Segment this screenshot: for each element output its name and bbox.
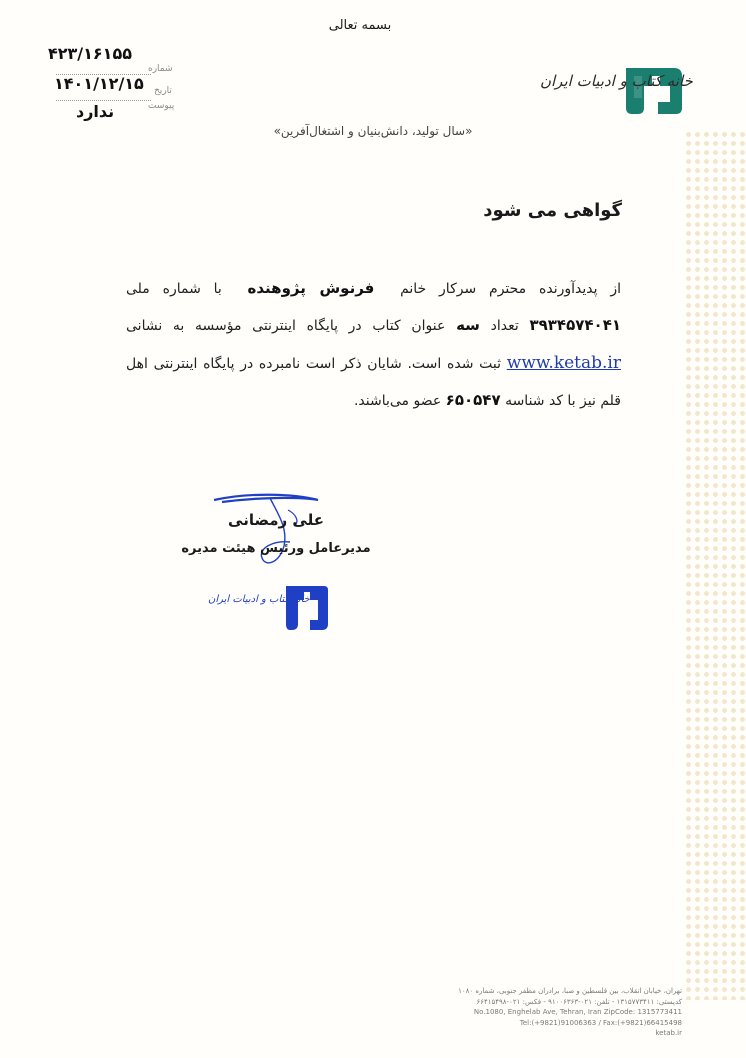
letter-body [126, 270, 621, 420]
attachment-value: ندارد [76, 102, 115, 121]
letter-heading: گواهی می شود [483, 200, 622, 221]
footer-address-en: No.1080, Enghelab Ave, Tehran, Iran ZipCode: 1315773411 [473, 1008, 682, 1016]
signer-name: علی رمضانی [228, 511, 324, 529]
letter-date-label: تاریخ [154, 86, 172, 96]
attachment-label: پیوست [148, 101, 175, 111]
website-link[interactable]: www.ketab.ir [506, 352, 621, 373]
body-part-6: عضو می‌باشند. [353, 393, 442, 410]
footer-site[interactable]: ketab.ir [655, 1029, 682, 1037]
body-part-4: عنوان کتاب در پایگاه اینترنتی مؤسسه به نشانی [126, 318, 446, 335]
footer-address-fa: تهران، خیابان انقلاب، بین فلسطین و صبا، برادران مظفر جنوبی، شماره ۱۰۸۰ [458, 987, 682, 995]
body-part-2: با شماره ملی [126, 281, 222, 297]
signature-scribble-icon [200, 488, 350, 580]
org-logo [538, 58, 693, 120]
year-motto: «سال تولید، دانش‌بنیان و اشتغال‌آفرین» [273, 124, 473, 138]
body-part-3: تعداد [490, 318, 519, 335]
letter-number: ۴۲۳/۱۶۱۵۵ [48, 44, 132, 63]
decorative-dot-pattern [684, 130, 746, 1000]
body-part-5: ثبت شده است. شایان ذکر است نامبرده در پایگاه اینترنتی اهل قلم نیز با کد شناسه [126, 355, 621, 410]
footer-phone-en: Tel:(+9821)91006363 / Fax:(+9821)66415498 [519, 1018, 682, 1027]
author-name: فرنوش پژوهنده [247, 279, 375, 297]
footer-contact [352, 986, 682, 1039]
letter-date: ۱۴۰۱/۱۲/۱۵ [54, 74, 144, 93]
org-name-calligraphy: خانه کتاب و ادبیات ایران [540, 72, 693, 90]
letter-number-label: شماره [148, 64, 173, 74]
footer-postal-fa: کدپستی: ۱۳۱۵۷۷۳۴۱۱ - تلفن: ۰۲۱-۹۱۰۰۶۳۶۳ - فکس: ۰۲۱-۶۶۴۱۵۴۹۸ [476, 997, 682, 1006]
book-count: سه [456, 316, 480, 335]
member-code: ۶۵۰۵۴۷ [445, 391, 501, 410]
stamp-logo-mark-icon [284, 584, 330, 632]
stamp-logo [208, 580, 328, 636]
date-dotted-line [56, 100, 151, 101]
national-id: ۳۹۳۴۵۷۴۰۴۱ [529, 316, 622, 335]
stamp-org-name: خانه کتاب و ادبیات ایران [208, 594, 310, 605]
body-part-1: از پدیدآورنده محترم سرکار خانم [400, 281, 621, 297]
header-title: بسمه تعالی [328, 18, 392, 33]
signer-title: مدیرعامل ورئیس هیئت مدیره [181, 541, 371, 556]
